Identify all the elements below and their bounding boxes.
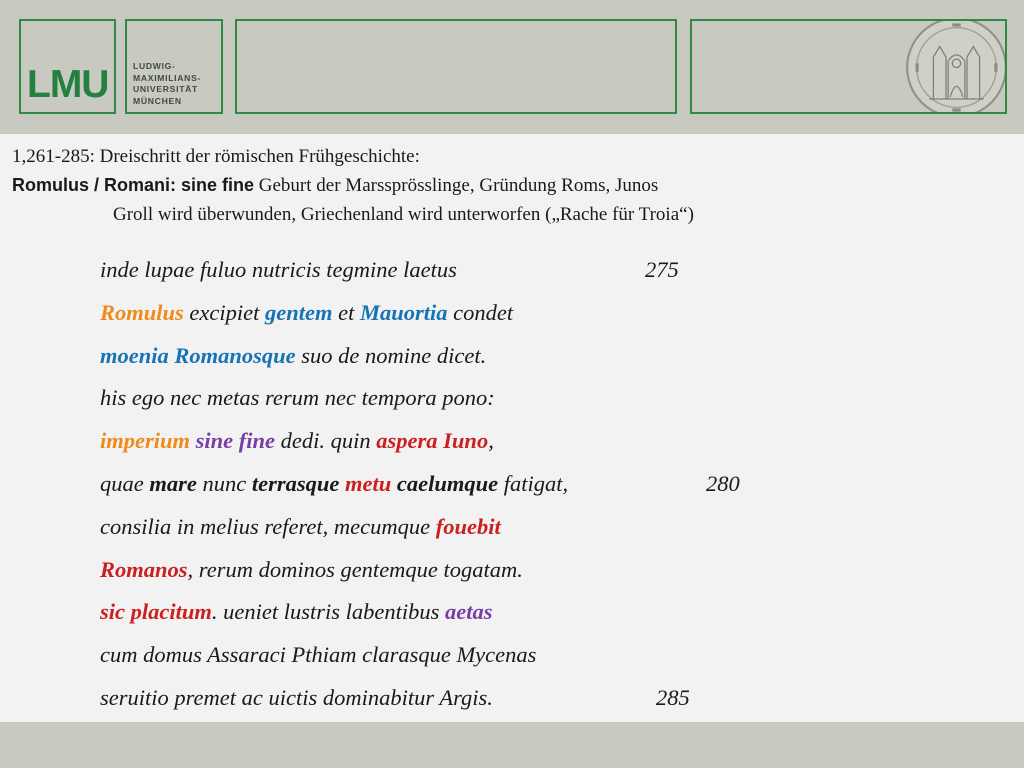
verse-segment: inde lupae fuluo nutricis tegmine laetus xyxy=(100,257,457,282)
verse-segment: metu xyxy=(345,470,392,496)
verse-line xyxy=(100,506,568,549)
verse-line xyxy=(100,634,568,677)
verse-segment: dedi. quin xyxy=(275,428,377,454)
verse-line xyxy=(100,591,568,634)
verse-line xyxy=(100,249,679,292)
verse-segment: Romanos xyxy=(100,556,188,582)
verse-segment: terrasque xyxy=(251,470,340,496)
verse-segment: . ueniet lustris labentibus xyxy=(211,599,445,625)
verse-number: 280 xyxy=(706,470,740,496)
verse-number: 275 xyxy=(645,257,679,282)
intro-line-3: Groll wird überwunden, Griechenland wird unterworfen („Rache für Troia“) xyxy=(113,204,694,225)
verse-line xyxy=(100,292,568,335)
verse-segment: , xyxy=(488,428,494,454)
verse-segment: suo de nomine dicet. xyxy=(295,342,487,368)
verse-segment: et xyxy=(332,299,360,325)
verse-segment: cum domus Assaraci Pthiam clarasque Mycenas xyxy=(100,642,537,668)
latin-verses xyxy=(100,249,740,720)
intro-line-1 xyxy=(12,142,694,171)
verse-segment: condet xyxy=(447,299,514,325)
verse-segment: gentem xyxy=(265,299,333,325)
verse-line xyxy=(100,463,740,506)
lmu-logo: LMU xyxy=(27,63,109,106)
verse-line xyxy=(100,377,568,420)
intro-heading: Dreischritt der römischen Frühgeschichte: xyxy=(99,146,420,167)
university-seal-icon xyxy=(904,19,1007,114)
verse-segment: nunc xyxy=(196,470,252,496)
verse-segment: , rerum dominos gentemque togatam. xyxy=(187,556,523,582)
slide-content xyxy=(0,134,1024,722)
intro-line-2 xyxy=(12,171,694,200)
verse-segment: sic placitum xyxy=(100,599,212,625)
verse-segment: his ego nec metas rerum nec tempora pono: xyxy=(100,385,495,411)
university-name: LUDWIG- MAXIMILIANS- UNIVERSITÄT MÜNCHEN xyxy=(133,61,202,106)
verse-number: 285 xyxy=(656,684,690,710)
verse-segment: Romulus xyxy=(100,299,184,325)
slide-footer xyxy=(0,722,1024,768)
verse-line xyxy=(100,335,568,378)
verse-segment: caelumque xyxy=(396,470,499,496)
verse-line xyxy=(100,549,568,592)
seal-box xyxy=(690,19,1007,114)
verse-segment: aspera Iuno xyxy=(376,428,489,454)
verse-segment: excipiet xyxy=(183,299,265,325)
verse-segment: Mauortia xyxy=(360,299,448,325)
verse-segment: quae xyxy=(100,470,150,496)
intro-block xyxy=(12,142,694,229)
verse-segment: sine fine xyxy=(195,428,276,454)
verse-segment: mare xyxy=(149,470,197,496)
verse-segment: fatigat, xyxy=(498,470,569,496)
verse-line xyxy=(100,420,568,463)
header-empty-box xyxy=(235,19,677,114)
verse-segment: aetas xyxy=(445,599,493,625)
verse-segment: moenia Romanosque xyxy=(100,342,296,368)
intro-bold-label: Romulus / Romani: sine fine xyxy=(12,175,255,195)
lmu-logo-box xyxy=(19,19,116,114)
verse-line xyxy=(100,677,690,720)
verse-segment: imperium xyxy=(100,428,191,454)
verse-segment: consilia in melius referet, mecumque xyxy=(100,513,436,539)
intro-line-2-text: Geburt der Marssprösslinge, Gründung Roms, Junos xyxy=(258,175,659,196)
verse-reference: 1,261-285: xyxy=(12,146,95,167)
verse-segment: fouebit xyxy=(435,513,501,539)
university-name-box xyxy=(125,19,223,114)
verse-segment: seruitio premet ac uictis dominabitur Argis. xyxy=(100,684,493,710)
slide-header xyxy=(0,0,1024,134)
